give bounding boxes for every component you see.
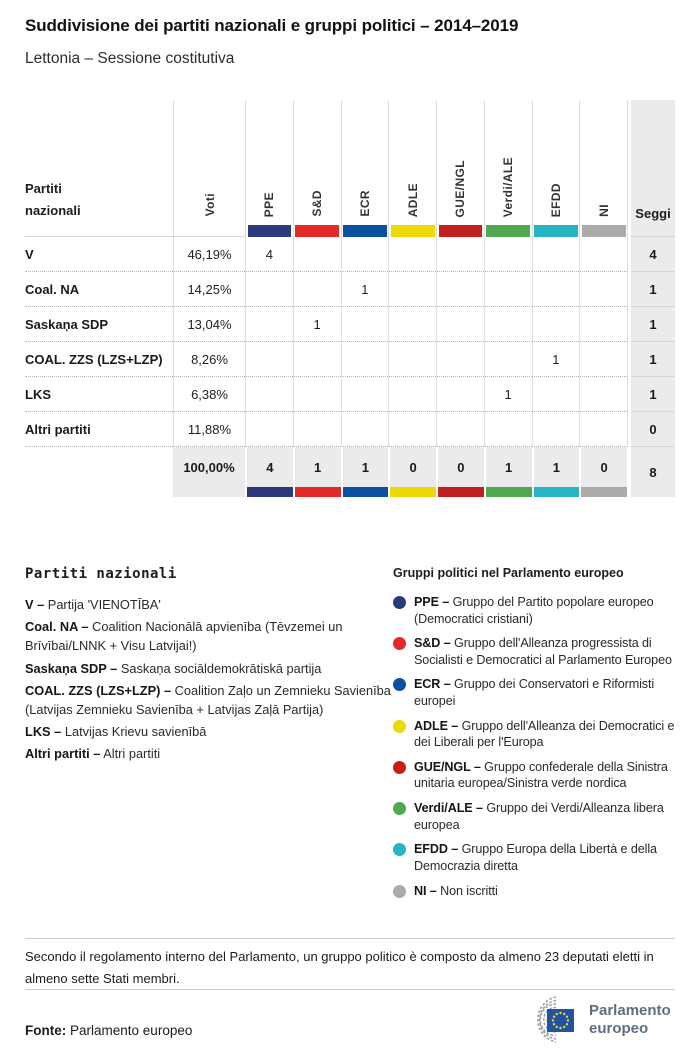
seggi-value: 0 [631, 412, 675, 447]
voti-value: 8,26% [173, 342, 245, 377]
total-seat-cell [484, 447, 532, 497]
voti-label: Voti [202, 192, 217, 216]
col-header-ecr [341, 100, 389, 237]
col-header-sd [293, 100, 341, 237]
party-full-name: Coalition Nacionālā apvienība (Tēvzemei un Brīvībai/LNNK + Visu Latvijai!) [25, 619, 343, 654]
logo-wordmark-line1: Parlamento [589, 1001, 671, 1019]
party-full-name: Coalition Zaļo un Zemnieku Savienība (Latvijas Zemnieku Savienība + Latvijas Zaļā Partija) [25, 682, 391, 717]
seat-cell [388, 272, 436, 307]
group-legend-item [393, 635, 689, 668]
group-color-bar [534, 225, 578, 237]
group-legend-item [393, 759, 689, 792]
seat-cell [579, 377, 627, 412]
seggi-value: 1 [631, 377, 675, 412]
group-abbr: S&D – [414, 636, 451, 651]
seat-cell [293, 377, 341, 412]
total-seat-cell [293, 447, 341, 497]
group-color-bar [247, 487, 293, 497]
seat-cell [532, 307, 580, 342]
footnote: Secondo il regolamento interno del Parlamento, un gruppo politico è composto da almeno 23 deputati eletti in almeno sette Stati membri. [25, 949, 654, 986]
logo-wordmark [589, 1002, 671, 1037]
group-full-name: Gruppo confederale della Sinistra unitaria europea/Sinistra verde nordica [414, 759, 668, 791]
group-label: NI [596, 204, 611, 217]
group-color-bar [438, 487, 484, 497]
group-full-name: Gruppo del Partito popolare europeo (Democratici cristiani) [414, 595, 654, 626]
party-legend-item [25, 722, 393, 741]
group-description [414, 759, 689, 792]
group-legend-item [393, 883, 689, 900]
seat-cell [245, 272, 293, 307]
seat-cell: 1 [293, 307, 341, 342]
voti-value: 11,88% [173, 412, 245, 447]
group-legend-item [393, 676, 689, 709]
voti-value: 46,19% [173, 237, 245, 272]
seat-cell [293, 237, 341, 272]
group-description [414, 800, 689, 833]
group-full-name: Gruppo dei Conservatori e Riformisti europei [414, 677, 655, 709]
seat-cell [341, 377, 389, 412]
group-abbr: PPE – [414, 595, 450, 609]
voti-value: 13,04% [173, 307, 245, 342]
col-header-ppe [245, 100, 293, 237]
seat-cell [436, 237, 484, 272]
group-label: PPE [262, 191, 277, 217]
divider [25, 989, 675, 990]
group-color-bar [582, 225, 626, 237]
group-description [414, 594, 689, 627]
seat-cell [532, 272, 580, 307]
seggi-value: 1 [631, 272, 675, 307]
total-seat-value: 0 [409, 459, 417, 475]
group-color-bar [391, 225, 435, 237]
total-seggi: 8 [631, 447, 675, 497]
group-abbr: ADLE – [414, 718, 459, 733]
divider [25, 938, 675, 939]
col-header-partiti-label: Partiti nazionali [25, 180, 81, 218]
party-name: LKS [25, 377, 173, 412]
col-header-partiti-nazionali [25, 100, 173, 237]
group-color-bar [248, 225, 292, 237]
seat-cell [245, 342, 293, 377]
seat-cell [341, 342, 389, 377]
seat-cell: 4 [245, 237, 293, 272]
group-label: ECR [357, 190, 372, 217]
seggi-value: 4 [631, 237, 675, 272]
group-abbr: NI – [414, 883, 437, 898]
total-seat-cell [436, 447, 484, 497]
total-seat-cell [388, 447, 436, 497]
seat-cell [484, 342, 532, 377]
col-header-adle [388, 100, 436, 237]
total-seat-value: 1 [361, 459, 369, 475]
seggi-label: Seggi [635, 206, 671, 221]
group-color-dot [393, 843, 406, 856]
party-name: COAL. ZZS (LZS+LZP) [25, 342, 173, 377]
seat-cell [579, 237, 627, 272]
party-legend-item [25, 659, 393, 678]
total-seat-cell [245, 447, 293, 497]
group-color-dot [393, 761, 406, 774]
party-full-name: Latvijas Krievu savienībā [64, 724, 207, 740]
seat-cell [436, 412, 484, 447]
seat-cell [579, 342, 627, 377]
total-seat-value: 0 [600, 459, 608, 475]
party-legend-title: Partiti nazionali [25, 566, 177, 582]
voti-value: 14,25% [173, 272, 245, 307]
seggi-value: 1 [631, 342, 675, 377]
seat-cell [436, 272, 484, 307]
party-name: V [25, 237, 173, 272]
group-abbr: Verdi/ALE – [414, 801, 483, 816]
party-name: Altri partiti [25, 412, 173, 447]
group-legend-item [393, 841, 689, 874]
party-abbr: Saskaņa SDP – [25, 660, 118, 676]
group-description [414, 841, 689, 874]
total-seat-value: 1 [505, 459, 513, 475]
col-header-efdd [532, 100, 580, 237]
group-color-bar [343, 225, 387, 237]
group-color-dot [393, 596, 406, 609]
group-full-name: Gruppo dell'Alleanza dei Democratici e dei Liberali per l'Europa [414, 718, 675, 750]
party-abbr: COAL. ZZS (LZS+LZP) – [25, 682, 172, 698]
total-seat-cell [579, 447, 627, 497]
total-seat-value: 1 [552, 459, 560, 475]
seat-cell [293, 272, 341, 307]
page-subtitle: Lettonia – Sessione costitutiva [25, 50, 235, 67]
results-table [25, 100, 675, 497]
group-legend-item [393, 594, 689, 627]
group-label: GUE/NGL [453, 159, 468, 217]
group-color-bar [581, 487, 627, 497]
party-legend-item [25, 744, 393, 763]
seat-cell [532, 377, 580, 412]
seat-cell [245, 307, 293, 342]
group-legend [393, 566, 689, 907]
seat-cell [388, 307, 436, 342]
group-color-bar [486, 225, 530, 237]
party-name: Coal. NA [25, 272, 173, 307]
voti-value: 6,38% [173, 377, 245, 412]
group-label: Verdi/ALE [501, 156, 516, 217]
party-legend [25, 566, 393, 767]
total-seat-value: 4 [266, 459, 274, 475]
col-header-verdiale [484, 100, 532, 237]
total-seat-value: 0 [457, 459, 465, 475]
group-abbr: EFDD – [414, 842, 459, 857]
group-full-name: Gruppo Europa della Libertà e della Democrazia diretta [414, 842, 657, 873]
col-header-guengl [436, 100, 484, 237]
total-seat-cell [341, 447, 389, 497]
group-description [414, 676, 689, 709]
hemicycle-eu-flag-icon [520, 996, 580, 1043]
seat-cell [484, 272, 532, 307]
seat-cell [579, 412, 627, 447]
group-color-bar [295, 225, 339, 237]
group-full-name: Non iscritti [440, 883, 498, 898]
seat-cell [484, 412, 532, 447]
european-parliament-logo [520, 996, 671, 1043]
party-name: Saskaņa SDP [25, 307, 173, 342]
group-label: EFDD [548, 182, 563, 217]
group-description [414, 883, 498, 900]
seat-cell [532, 412, 580, 447]
party-full-name: Partija 'VIENOTĪBA' [47, 597, 161, 612]
group-abbr: ECR – [414, 677, 451, 692]
seat-cell [341, 412, 389, 447]
group-abbr: GUE/NGL – [414, 759, 481, 774]
source-text: Parlamento europeo [70, 1023, 193, 1038]
party-legend-item [25, 681, 393, 719]
group-color-bar [390, 487, 436, 497]
page-title: Suddivisione dei partiti nazionali e gruppi politici – 2014–2019 [25, 16, 519, 35]
group-description [414, 718, 689, 751]
group-color-bar [295, 487, 341, 497]
group-color-dot [393, 885, 406, 898]
group-color-bar [439, 225, 483, 237]
group-legend-title: Gruppi politici nel Parlamento europeo [393, 566, 624, 580]
seat-cell [293, 412, 341, 447]
group-full-name: Gruppo dei Verdi/Alleanza libera europea [414, 801, 664, 832]
party-abbr: LKS – [25, 724, 62, 740]
group-color-dot [393, 720, 406, 733]
source-label: Fonte: [25, 1023, 67, 1038]
group-legend-item [393, 800, 689, 833]
seat-cell [388, 377, 436, 412]
group-label: S&D [310, 190, 325, 217]
seat-cell [341, 307, 389, 342]
total-seat-cell [532, 447, 580, 497]
seat-cell [388, 342, 436, 377]
seat-cell [245, 377, 293, 412]
seat-cell [484, 237, 532, 272]
party-abbr: Altri partiti – [25, 746, 101, 762]
party-legend-item [25, 617, 393, 655]
party-full-name: Saskaņa sociāldemokrātiskā partija [120, 660, 322, 676]
seat-cell [245, 412, 293, 447]
seat-cell [532, 237, 580, 272]
seat-cell [293, 342, 341, 377]
group-color-bar [343, 487, 389, 497]
seat-cell [484, 307, 532, 342]
group-label: ADLE [405, 182, 420, 217]
party-full-name: Altri partiti [103, 746, 161, 762]
seat-cell [388, 237, 436, 272]
col-header-ni [579, 100, 627, 237]
party-abbr: Coal. NA – [25, 619, 89, 635]
seat-cell [436, 377, 484, 412]
source-line [25, 1023, 192, 1038]
seat-cell [388, 412, 436, 447]
seat-cell: 1 [532, 342, 580, 377]
group-color-dot [393, 802, 406, 815]
group-color-bar [486, 487, 532, 497]
party-legend-item [25, 595, 393, 614]
logo-wordmark-line2: europeo [589, 1019, 649, 1037]
total-seat-value: 1 [314, 459, 322, 475]
group-full-name: Gruppo dell'Alleanza progressista di Socialisti e Democratici al Parlamento Europeo [414, 636, 672, 667]
group-color-bar [534, 487, 580, 497]
group-legend-item [393, 718, 689, 751]
seat-cell [436, 307, 484, 342]
seat-cell: 1 [484, 377, 532, 412]
seat-cell [436, 342, 484, 377]
col-header-voti [173, 100, 245, 237]
seat-cell [579, 307, 627, 342]
col-header-seggi [631, 100, 675, 237]
seat-cell: 1 [341, 272, 389, 307]
seggi-value: 1 [631, 307, 675, 342]
total-row-label [25, 447, 173, 497]
seat-cell [341, 237, 389, 272]
group-color-dot [393, 637, 406, 650]
group-color-dot [393, 678, 406, 691]
group-description [414, 635, 689, 668]
party-abbr: V – [25, 597, 45, 612]
seat-cell [579, 272, 627, 307]
total-voti: 100,00% [173, 447, 245, 497]
